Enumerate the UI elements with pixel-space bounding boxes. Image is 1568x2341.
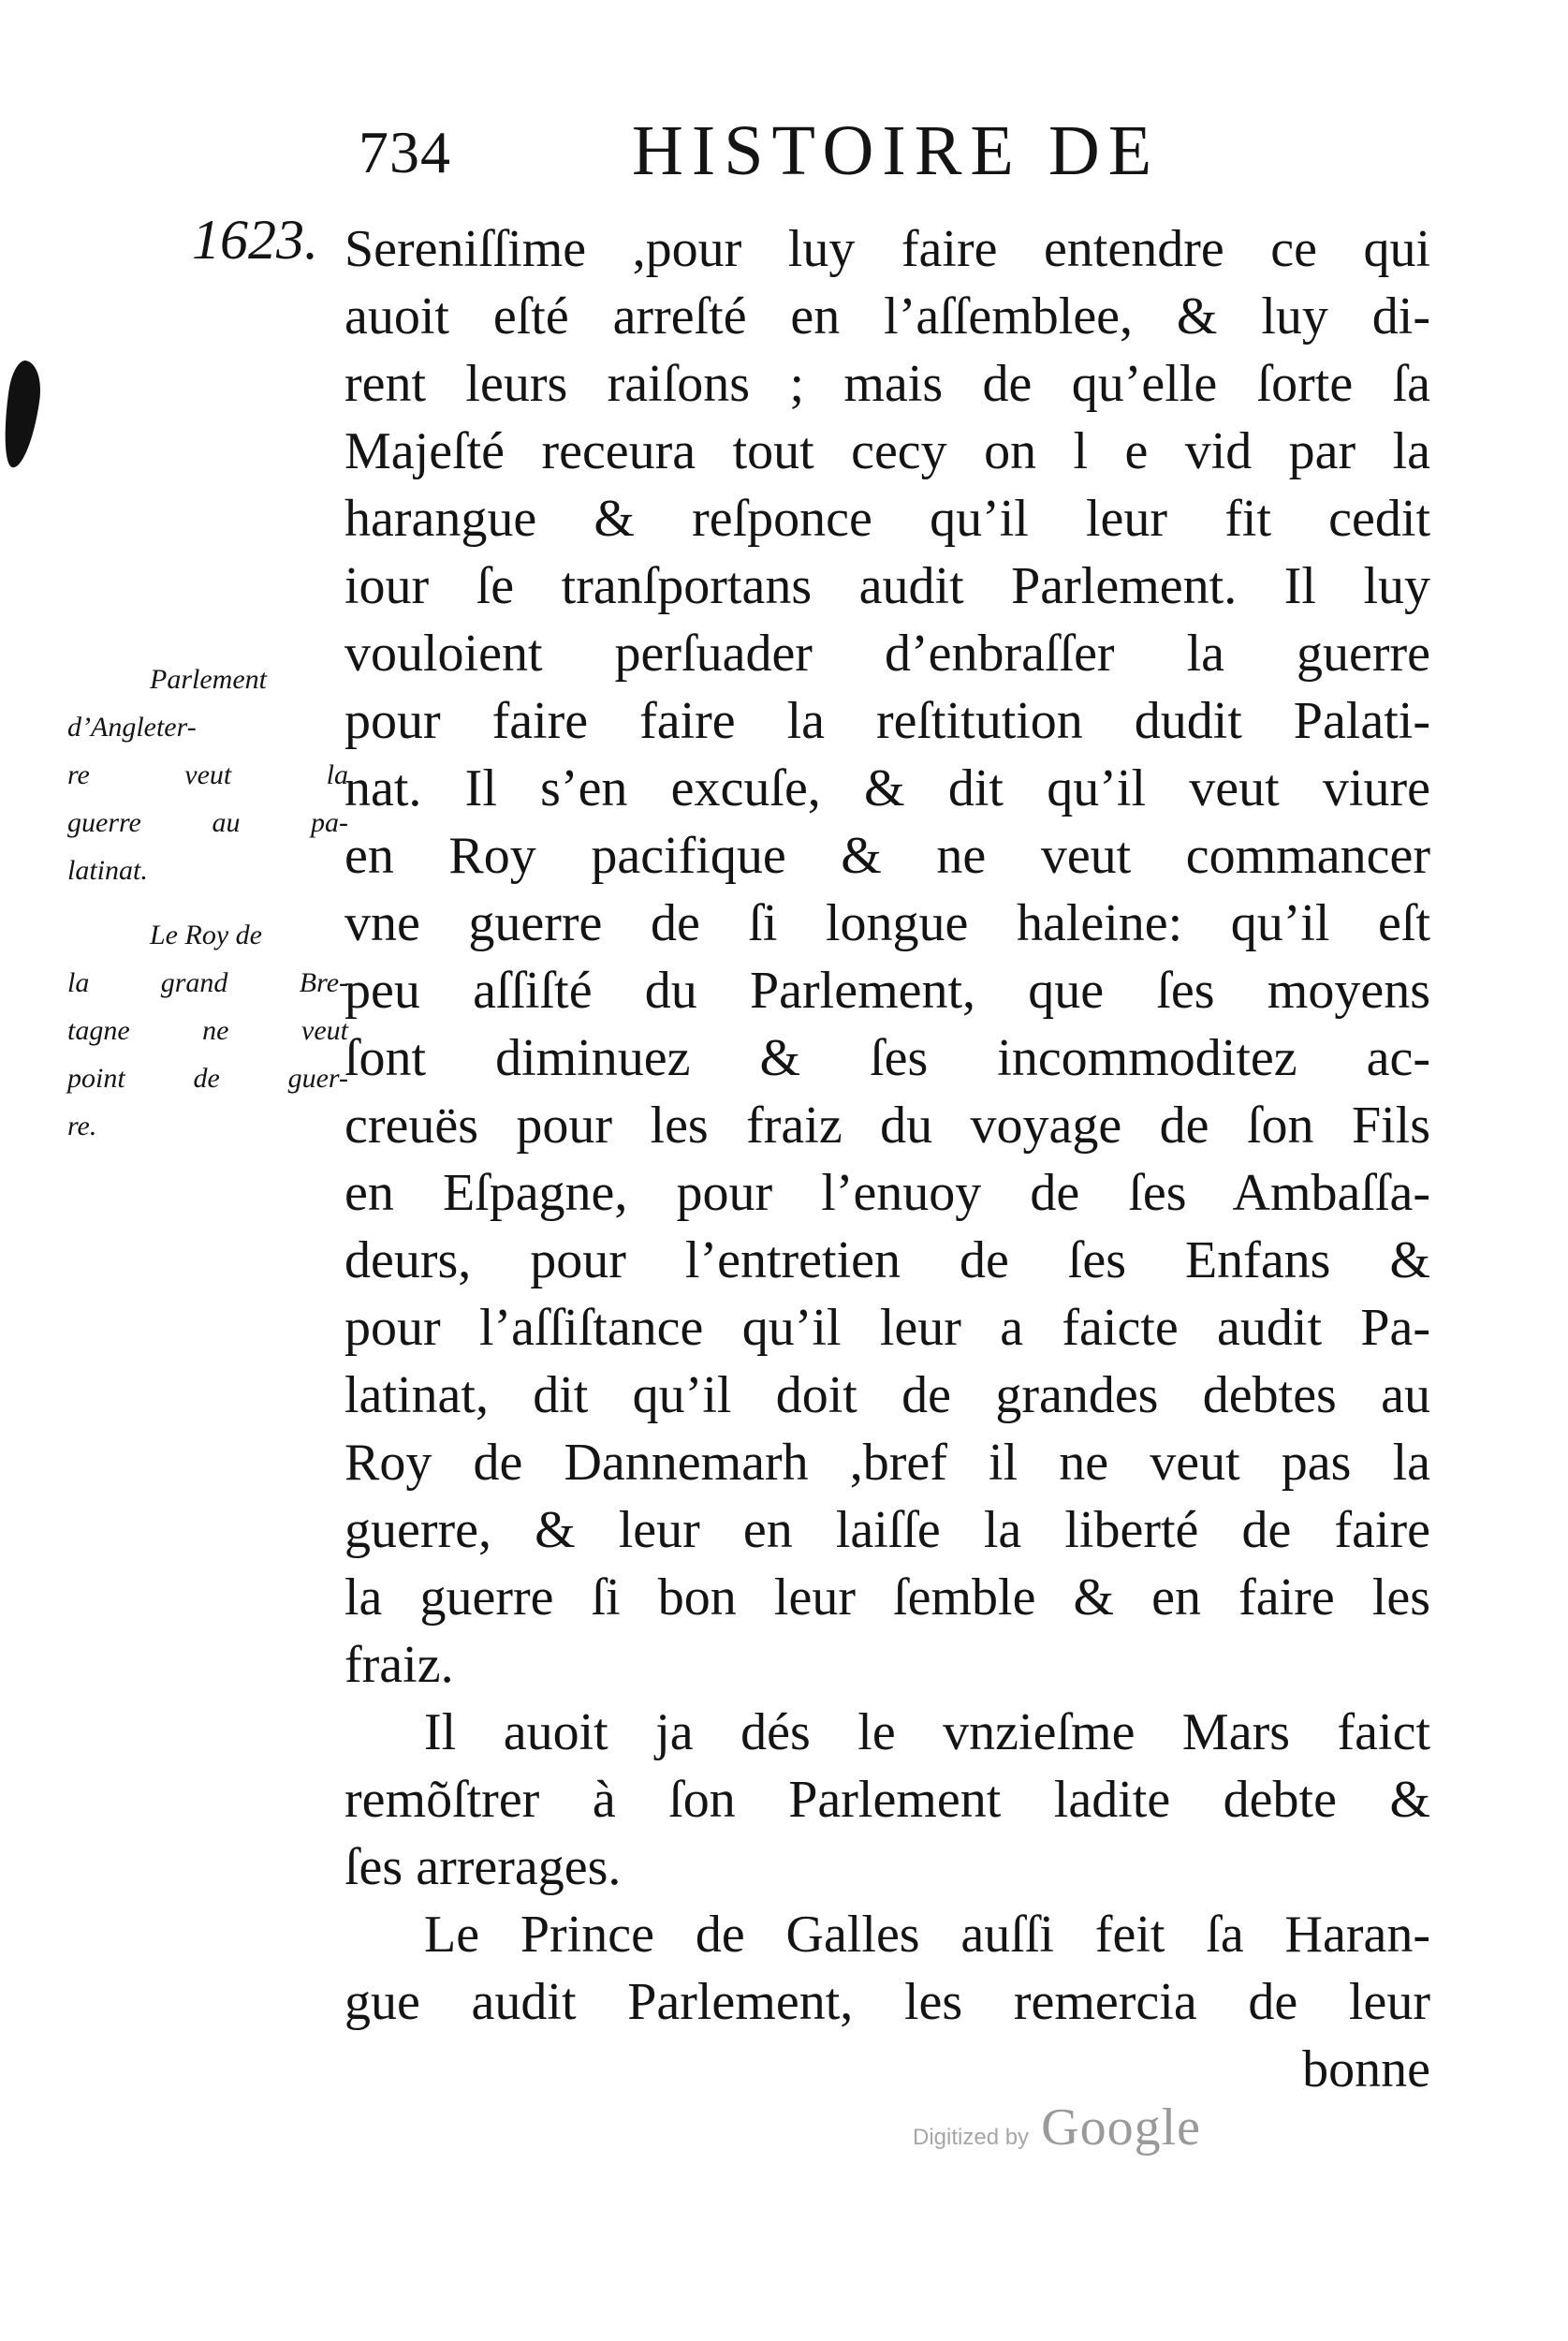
google-logo: Google	[1041, 2098, 1202, 2157]
body-line: creuës pour les fraiz du voyage de ſon Fils	[344, 1097, 1430, 1155]
margin-note-line: latinat.	[67, 855, 148, 886]
body-line: deurs, pour l’entretien de ſes Enfans &	[344, 1231, 1430, 1289]
page-number: 734	[359, 119, 451, 185]
body-line: pour l’aſſiſtance qu’il leur a faicte audit Pa-	[344, 1299, 1430, 1357]
margin-note-line: re veut la	[67, 759, 348, 790]
margin-note-line: guerre au pa-	[67, 807, 348, 838]
body-line: Majeſté receura tout cecy on l e vid par la	[344, 422, 1430, 480]
digitized-watermark	[913, 2098, 1240, 2163]
body-line: remõſtrer à ſon Parlement ladite debte &	[344, 1771, 1430, 1829]
margin-note	[67, 911, 348, 1150]
body-line: Roy de Dannemarh ,bref il ne veut pas la	[344, 1434, 1430, 1492]
margin-notes	[67, 655, 348, 1167]
body-line: harangue & reſponce qu’il leur fit cedit	[344, 490, 1430, 548]
body-line: Il auoit ja dés le vnzieſme Mars faict	[424, 1703, 1430, 1761]
watermark-prefix: Digitized by	[913, 2125, 1030, 2150]
catchword: bonne	[1302, 2040, 1430, 2098]
body-line: ſes arrerages.	[344, 1838, 622, 1896]
body-line: fraiz.	[344, 1636, 454, 1694]
body-line: ſont diminuez & ſes incommoditez ac-	[344, 1029, 1430, 1087]
running-title: HISTOIRE DE	[632, 111, 1161, 190]
body-line: Le Prince de Galles auſſi feit ſa Haran-	[424, 1906, 1430, 1964]
body-line: auoit eſté arreſté en l’aſſemblee, & luy di-	[344, 287, 1430, 346]
ink-blot	[0, 359, 45, 470]
body-line: guerre, & leur en laiſſe la liberté de faire	[344, 1501, 1430, 1559]
body-line: en Eſpagne, pour l’enuoy de ſes Ambaſſa-	[344, 1164, 1430, 1222]
margin-note-line: la grand Bre-	[67, 967, 348, 998]
margin-year: 1623.	[192, 209, 318, 271]
body-line: peu aſſiſté du Parlement, que ſes moyens	[344, 962, 1430, 1020]
margin-note-line: d’Angleter-	[67, 712, 197, 743]
body-line: pour faire faire la reſtitution dudit Palati-	[344, 692, 1430, 750]
body-text	[344, 215, 1430, 2103]
body-line: vne guerre de ſi longue haleine: qu’il eſt	[344, 894, 1430, 952]
body-line: gue audit Parlement, les remercia de leur	[344, 1973, 1430, 2031]
body-line: en Roy pacifique & ne veut commancer	[344, 827, 1430, 885]
body-line: vouloient perſuader d’enbraſſer la guerre	[344, 625, 1430, 683]
body-line: Sereniſſime ,pour luy faire entendre ce qui	[344, 220, 1430, 278]
body-line: nat. Il s’en excuſe, & dit qu’il veut viure	[344, 759, 1430, 817]
body-line: latinat, dit qu’il doit de grandes debtes au	[344, 1366, 1430, 1424]
margin-note-line: tagne ne veut	[67, 1015, 348, 1046]
body-line: rent leurs raiſons ; mais de qu’elle ſorte ſa	[344, 355, 1430, 413]
margin-note-line: re.	[67, 1111, 97, 1141]
body-line: iour ſe tranſportans audit Parlement. Il luy	[344, 557, 1430, 615]
running-head	[351, 110, 1250, 195]
margin-note-line: Parlement	[150, 664, 267, 695]
body-line: la guerre ſi bon leur ſemble & en faire les	[344, 1568, 1430, 1627]
margin-note	[67, 655, 348, 894]
margin-note-line: Le Roy de	[150, 920, 262, 950]
margin-note-line: point de guer-	[67, 1063, 348, 1094]
